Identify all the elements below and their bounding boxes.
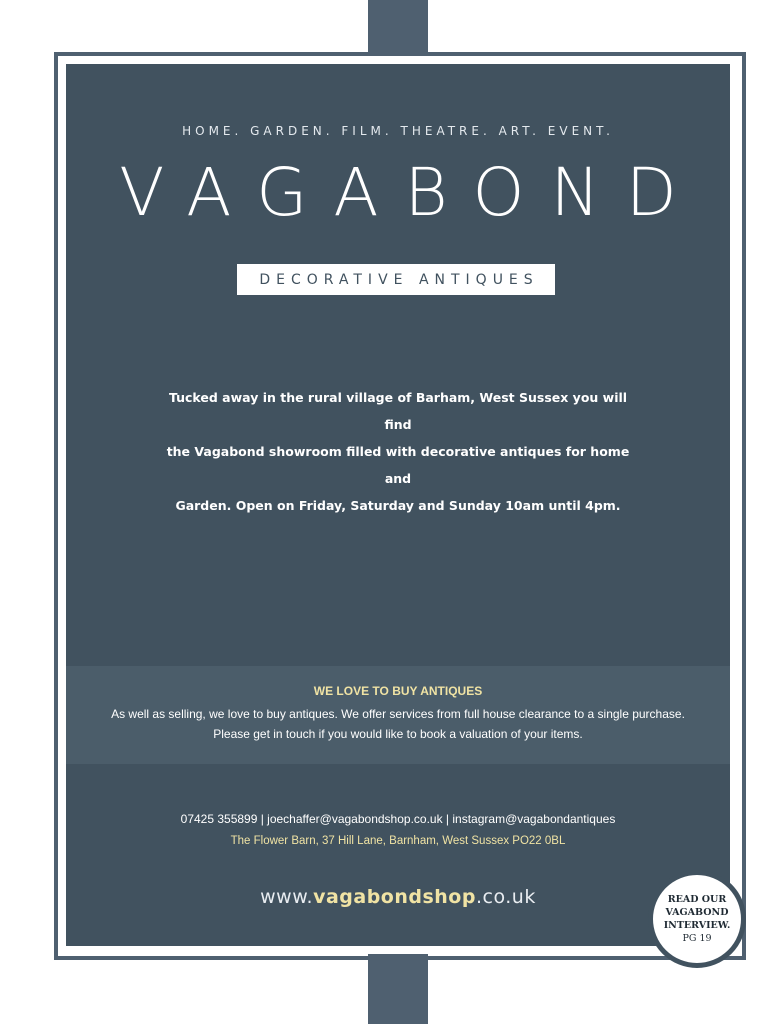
buy-line: Please get in touch if you would like to book a valuation of your items.	[213, 727, 583, 741]
badge-line: INTERVIEW.	[663, 920, 731, 931]
contact-line: 07425 355899 | joechaffer@vagabondshop.co.uk | instagram@vagabondantiques	[180, 812, 616, 826]
tagline: HOME. GARDEN. FILM. THEATRE. ART. EVENT.	[182, 124, 614, 138]
buy-line: As well as selling, we love to buy antiques. We offer services from full house clearance to a single purchase.	[111, 707, 685, 721]
intro-line: Garden. Open on Friday, Saturday and Sunday 10am until 4pm.	[175, 498, 621, 513]
intro-text	[156, 384, 640, 519]
brand-title: VAGABOND	[119, 154, 703, 231]
buy-title: WE LOVE TO BUY ANTIQUES	[313, 684, 483, 698]
web-domain: vagabondshop	[313, 886, 476, 908]
advert-panel	[66, 64, 730, 946]
web-prefix: www.	[260, 886, 314, 908]
badge-line: READ OUR	[667, 894, 727, 905]
web-suffix: .co.uk	[475, 886, 536, 908]
sign-post-top	[368, 0, 428, 56]
buy-antiques-band	[66, 666, 730, 764]
subtitle-box	[237, 264, 555, 295]
subtitle: DECORATIVE ANTIQUES	[259, 271, 539, 288]
website-link[interactable]	[66, 886, 730, 908]
intro-line: the Vagabond showroom filled with decorative antiques for home and	[166, 444, 630, 486]
interview-badge	[648, 870, 746, 968]
address-line: The Flower Barn, 37 Hill Lane, Barnham, West Sussex PO22 0BL	[230, 835, 566, 847]
sign-post-bottom	[368, 954, 428, 1024]
badge-page: PG 19	[682, 933, 712, 944]
intro-line: Tucked away in the rural village of Barham, West Sussex you will find	[168, 390, 628, 432]
buy-text	[66, 704, 730, 744]
badge-line: VAGABOND	[665, 907, 729, 918]
